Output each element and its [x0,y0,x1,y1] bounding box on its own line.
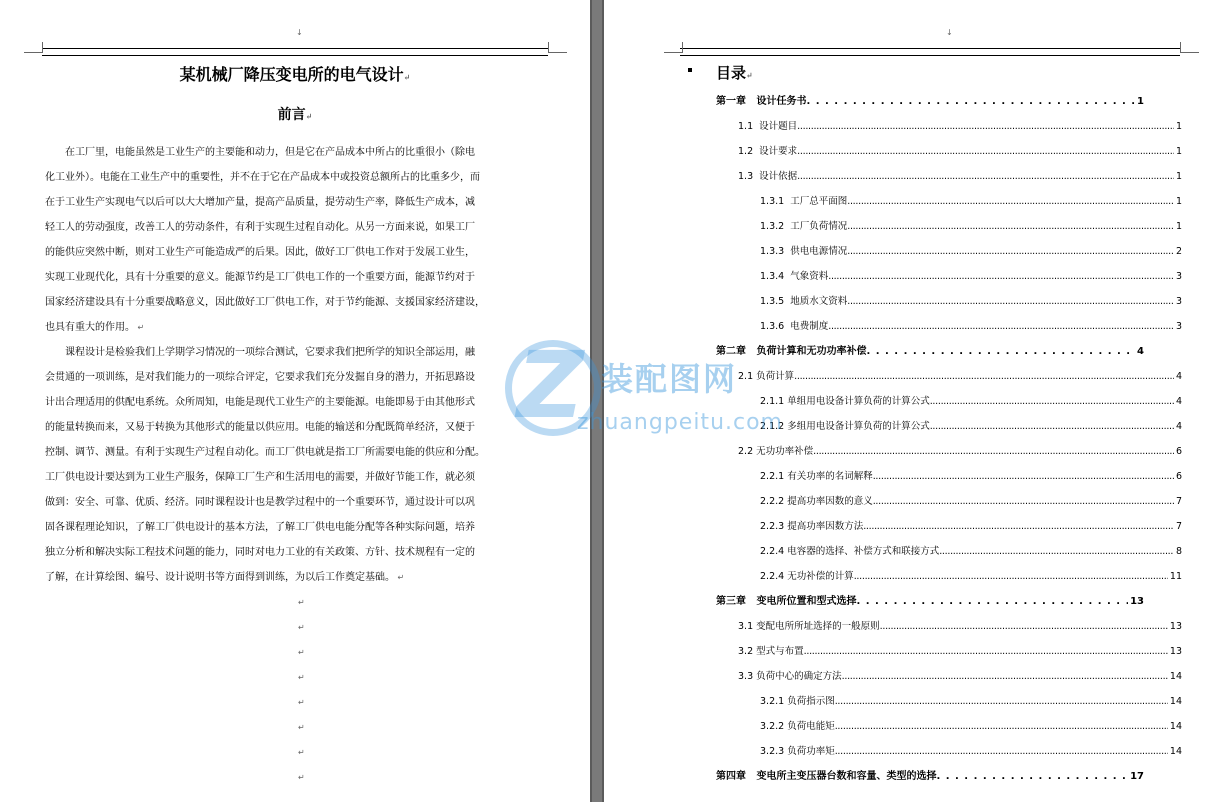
toc-leader-dots [797,170,1174,184]
toc-leader-dots [854,570,1168,584]
preface-line: 在于工业生产实现电气以后可以大大增加产量，提高产品质量，提劳动生产率，降低生产成本，减 [45,197,475,208]
preface-paragraph-2 [45,340,526,590]
preface-line: 化工业外）。电能在工业生产中的重要性，并不在于它在产品成本中或投资总额所占的比重多少，而 [45,172,480,183]
toc-entry[interactable] [738,620,1182,634]
toc-leader-dots [806,95,1135,109]
toc-entry-page: 3 [1175,271,1182,282]
toc-leader-dots [847,245,1174,259]
preface-paragraph-1 [45,140,526,340]
toc-entry-page: 6 [1175,471,1182,482]
toc-leader-dots [873,495,1174,509]
empty-paragraph-mark: ↵ [298,773,305,782]
preface-line: 会贯通的一项训练，是对我们能力的一项综合评定，它要求我们充分发掘自身的潜力，开拓思路设 [45,372,475,383]
toc-entry-page: 6 [1175,446,1182,457]
toc-entry-label: 3.2 型式与布置 [738,646,804,657]
toc-entry-page: 2 [1175,246,1182,257]
margin-corner [664,42,683,53]
toc-entry[interactable] [760,470,1182,484]
toc-title: 目录↵ [716,64,753,82]
toc-entry-label: 第四章 变电所主变压器台数和容量、类型的选择 [716,771,937,782]
toc-entry-label: 第二章 负荷计算和无功功率补偿 [716,346,867,357]
toc-entry-page: 17 [1130,771,1144,782]
toc-leader-dots [797,120,1174,134]
toc-entry-label: 3.2.2 负荷电能矩 [760,721,835,732]
preface-line: 的能量转换而来，又易于转换为其他形式的能量以供应用。电能的输送和分配既简单经济，又便于 [45,422,475,433]
preface-line: 做到：安全、可靠、优质、经济。同时课程设计也是教学过程中的一个重要环节，通过设计可以巩 [45,497,475,508]
toc-entry-label: 1.2 设计要求 [738,146,798,157]
toc-entry-page: 4 [1175,421,1182,432]
toc-entry[interactable] [738,445,1182,459]
toc-entry-label: 3.3 负荷中心的确定方法 [738,671,842,682]
toc-leader-dots [930,395,1174,409]
toc-entry-label: 1.1 设计题目 [738,121,798,132]
preface-line: 轻工人的劳动强度，改善工人的劳动条件，有利于实现生过程自动化。从另一方面来说，如果工厂 [45,222,475,233]
page-gutter [590,0,604,802]
toc-entry[interactable] [760,570,1182,584]
toc-entry-page: 13 [1169,621,1182,632]
document-title: 某机械厂降压变电所的电气设计↵ [179,65,411,84]
paragraph-mark: ↵ [395,573,405,582]
toc-entry-page: 14 [1169,721,1182,732]
toc-entry-page: 3 [1175,321,1182,332]
toc-leader-dots [835,695,1168,709]
watermark-url-text: zhuangpeitu.com [577,410,783,435]
toc-entry-label: 2.1.2 多组用电设备计算负荷的计算公式 [760,421,930,432]
toc-entry[interactable] [760,320,1182,334]
toc-entry[interactable] [716,770,1144,784]
empty-paragraph-mark: ↵ [298,748,305,757]
toc-entry-label: 第三章 变电所位置和型式选择 [716,596,857,607]
toc-entry[interactable] [760,545,1182,559]
toc-entry[interactable] [716,345,1144,359]
toc-entry-label: 1.3.3 供电电源情况 [760,246,848,257]
toc-entry[interactable] [760,270,1182,284]
preface-line: 控制、调节、测量。有利于实现生产过程自动化。而工厂供电就是指工厂所需要电能的供应和分配。 [45,447,485,458]
toc-entry[interactable] [760,520,1182,534]
toc-entry-page: 11 [1169,571,1182,582]
toc-entry[interactable] [738,170,1182,184]
toc-entry-label: 3.2.3 负荷功率矩 [760,746,835,757]
empty-paragraph-mark: ↵ [298,723,305,732]
toc-entry-label: 2.2.4 无功补偿的计算 [760,571,854,582]
toc-entry[interactable] [738,370,1182,384]
toc-entry-page: 1 [1175,221,1182,232]
header-paragraph-mark: ↓ [946,28,953,37]
preface-line: 也具有重大的作用。 [45,322,135,333]
toc-leader-dots [813,445,1174,459]
toc-entry-page: 4 [1175,396,1182,407]
toc-leader-dots [835,720,1168,734]
toc-entry[interactable] [760,195,1182,209]
toc-leader-dots [828,320,1174,334]
toc-leader-dots [794,370,1174,384]
toc-entry[interactable] [760,420,1182,434]
empty-paragraph-mark: ↵ [298,673,305,682]
toc-entry[interactable] [716,95,1144,109]
toc-entry-label: 1.3.6 电费制度 [760,321,829,332]
toc-entry-label: 1.3.2 工厂负荷情况 [760,221,848,232]
header-rule [42,48,548,56]
toc-entry[interactable] [760,245,1182,259]
toc-entry[interactable] [760,395,1182,409]
bullet-icon [688,68,692,72]
toc-entry-page: 14 [1169,696,1182,707]
toc-entry-page: 1 [1175,196,1182,207]
toc-entry[interactable] [760,695,1182,709]
toc-entry[interactable] [738,120,1182,134]
toc-entry[interactable] [738,145,1182,159]
toc-entry[interactable] [760,220,1182,234]
toc-entry[interactable] [716,595,1144,609]
toc-entry-label: 2.2.4 电容器的选择、补偿方式和联接方式 [760,546,940,557]
toc-entry-page: 1 [1175,146,1182,157]
toc-entry-page: 4 [1175,371,1182,382]
toc-entry-page: 1 [1137,96,1144,107]
toc-entry-page: 3 [1175,296,1182,307]
toc-leader-dots [847,295,1174,309]
toc-entry-label: 3.2.1 负荷指示图 [760,696,835,707]
watermark-z-icon: Z [517,332,584,439]
toc-leader-dots [873,470,1174,484]
preface-heading: 前言↵ [277,107,313,123]
toc-entry[interactable] [760,495,1182,509]
preface-line: 固各课程理论知识，了解工厂供电设计的基本方法，了解工厂供电电能分配等各种实际问题，培养 [45,522,475,533]
margin-corner [1180,42,1199,53]
header-rule [680,48,1180,56]
preface-line: 了解，在计算绘图、编号、设计说明书等方面得到训练，为以后工作奠定基础。 [45,572,395,583]
toc-entry[interactable] [760,745,1182,759]
toc-entry-label: 1.3 设计依据 [738,171,798,182]
left-document-page [0,0,590,802]
toc-leader-dots [804,645,1168,659]
toc-leader-dots [880,620,1168,634]
toc-entry-page: 13 [1130,596,1144,607]
toc-leader-dots [863,520,1174,534]
preface-line: 课程设计是检验我们上学期学习情况的一项综合测试，它要求我们把所学的知识全部运用，融 [65,347,475,358]
preface-line: 独立分析和解决实际工程技术问题的能力，同时对电力工业的有关政策、方针、技术规程有一定的 [45,547,475,558]
toc-leader-dots [856,595,1128,609]
preface-line: 国家经济建设具有十分重要战略意义，因此做好工厂供电工作，对于节约能源、支援国家经济建设， [45,297,485,308]
toc-entry-label: 1.3.4 气象资料 [760,271,829,282]
margin-corner [548,42,567,53]
toc-entry-page: 14 [1169,671,1182,682]
preface-line: 工厂供电设计要达到为工业生产服务，保障工厂生产和生活用电的需要，并做好节能工作，就必须 [45,472,475,483]
toc-leader-dots [842,670,1168,684]
toc-leader-dots [866,345,1135,359]
toc-entry-label: 2.2.3 提高功率因数方法 [760,521,864,532]
toc-entry-label: 2.1 负荷计算 [738,371,795,382]
preface-line: 的能供应突然中断，则对工业生产可能造成严的后果。因此，做好工厂供电工作对于发展工业生， [45,247,475,258]
toc-entry[interactable] [738,670,1182,684]
toc-entry-page: 14 [1169,746,1182,757]
preface-line: 在工厂里，电能虽然是工业生产的主要能和动力，但是它在产品成本中所占的比重很小（除电 [65,147,475,158]
toc-entry[interactable] [760,295,1182,309]
toc-entry-label: 1.3.5 地质水文资料 [760,296,848,307]
toc-entry-label: 1.3.1 工厂总平面图 [760,196,848,207]
toc-leader-dots [930,420,1174,434]
toc-entry-page: 7 [1175,496,1182,507]
empty-paragraph-mark: ↵ [298,623,305,632]
toc-leader-dots [936,770,1128,784]
toc-leader-dots [939,545,1174,559]
toc-entry-page: 4 [1137,346,1144,357]
toc-entry-page: 1 [1175,121,1182,132]
toc-entry-label: 2.2.2 提高功率因数的意义 [760,496,873,507]
toc-leader-dots [828,270,1174,284]
toc-entry-page: 13 [1169,646,1182,657]
empty-paragraph-mark: ↵ [298,598,305,607]
toc-entry-label: 3.1 变配电所所址选择的一般原则 [738,621,880,632]
toc-leader-dots [797,145,1174,159]
paragraph-mark: ↵ [135,323,145,332]
toc-leader-dots [847,195,1174,209]
toc-entry[interactable] [760,720,1182,734]
toc-entry-label: 2.2.1 有关功率的名词解释 [760,471,873,482]
toc-entry-page: 8 [1175,546,1182,557]
toc-leader-dots [847,220,1174,234]
empty-paragraph-mark: ↵ [298,648,305,657]
toc-entry-label: 第一章 设计任务书 [716,96,807,107]
toc-entry[interactable] [738,645,1182,659]
header-paragraph-mark: ↓ [296,28,303,37]
preface-line: 实现工业现代化，具有十分重要的意义。能源节约是工厂供电工作的一个重要方面，能源节约对于 [45,272,475,283]
toc-entry-label: 2.2 无功功率补偿 [738,446,814,457]
empty-paragraph-mark: ↵ [298,698,305,707]
toc-entry-label: 2.1.1 单组用电设备计算负荷的计算公式 [760,396,930,407]
watermark-brand-text: 装配图网 [601,360,738,398]
toc-entry-page: 1 [1175,171,1182,182]
toc-leader-dots [835,745,1168,759]
preface-line: 计出合理适用的供配电系统。众所周知，电能是现代工业生产的主要能源。电能即易于由其他形式 [45,397,475,408]
margin-corner [24,42,43,53]
toc-entry-page: 7 [1175,521,1182,532]
